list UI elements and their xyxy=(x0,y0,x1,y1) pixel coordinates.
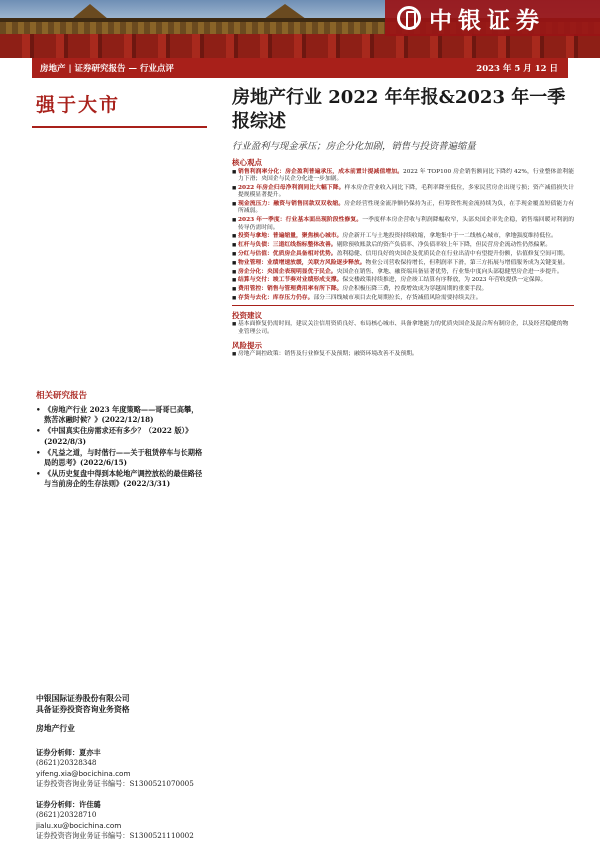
point-lead: 销售利润率分化：房企盈利普遍承压，成本前置计提减值增加。 xyxy=(238,169,404,175)
related-reports-title: 相关研究报告 xyxy=(36,391,88,401)
analyst-card xyxy=(36,748,204,790)
point-text: 样本房企营业收入同比下降，毛利率降至低位，多家民营房企出现亏损；资产减值损失计提规模显著提升。 xyxy=(238,185,574,199)
core-point xyxy=(232,242,574,249)
analyst-email[interactable]: yifeng.xia@bocichina.com xyxy=(36,768,131,778)
point-lead: 2022 年房企归母净利润同比大幅下降。 xyxy=(238,185,345,192)
related-report-item[interactable]: • 《凡益之道，与时偕行——关于租赁停车与长期格局的思考》(2022/6/15) xyxy=(36,448,204,468)
analyst-name: 证券分析师：夏亦丰 xyxy=(36,748,101,757)
core-point xyxy=(232,233,574,240)
point-text: 剔除预收账款后的资产负债率、净负债率较上年下降，但民营房企流动性仍然偏紧。 xyxy=(336,242,552,249)
point-lead: 物业管理：业绩增速放缓，关联方风险逐步释放。 xyxy=(238,259,366,266)
point-lead: 杠杆与负债：三道红线指标整体改善。 xyxy=(238,242,337,249)
report-strip xyxy=(32,58,568,78)
point-lead: 存货与去化：库存压力仍存。 xyxy=(238,294,314,301)
report-subtitle: 行业盈利与现金承压；房企分化加剧，销售与投资普遍缩量 xyxy=(232,141,476,152)
related-report-item[interactable]: • 《从历史复盘中得到本轮地产调控放松的最佳路径与当前房企的生存法则》(2022/3/31) xyxy=(36,469,204,489)
point-lead: 投资与拿地：普遍缩量，聚焦核心城市。 xyxy=(238,233,343,240)
point-text: 一季度样本房企营收与利润降幅收窄，头部央国企率先企稳，销售端回暖对利润的传导仍需时间。 xyxy=(238,217,574,231)
wall-decoration xyxy=(0,34,600,58)
org-info xyxy=(36,693,204,734)
point-text: 2022 年 TOP100 房企销售额同比下降约 42%，行业整体盈利能力下滑；央国企与民企分化进一步加剧。 xyxy=(238,169,574,183)
analyst-email[interactable]: jialu.xu@bocichina.com xyxy=(36,820,122,830)
analyst-name: 证券分析师：许佳璐 xyxy=(36,800,101,809)
point-lead: 2023 年一季度：行业基本面出现阶段性修复。 xyxy=(238,217,363,224)
point-text: 物业公司营收保持增长，但利润率下滑，第三方拓展与增值服务成为关键变量。 xyxy=(365,259,569,266)
point-text: 房企经营性现金流净额仍保持为正，但筹资性现金流持续为负，在手现金覆盖短债能力有所减弱。 xyxy=(238,201,574,215)
analyst-card xyxy=(36,800,204,842)
point-text: 盈利稳健、信用良好的央国企及优质民企在行业出清中有望提升份额，估值修复空间可期。 xyxy=(336,250,569,257)
core-point xyxy=(232,169,574,184)
report-date: 2023 年 5 月 12 日 xyxy=(476,64,558,74)
org-name: 中银国际证券股份有限公司 xyxy=(36,694,130,703)
related-report-item[interactable]: • 《中国真实住房需求还有多少？（2022 版）》(2022/8/3) xyxy=(36,426,204,446)
point-lead: 分红与估值：优质房企具备相对优势。 xyxy=(238,250,337,257)
rating: 强于大市 xyxy=(36,94,121,116)
point-text: 央国企在销售、拿地、融资端具备显著优势，行业集中度向头部稳健型房企进一步提升。 xyxy=(336,268,563,275)
core-label: 核心观点 xyxy=(232,158,262,167)
core-point xyxy=(232,251,574,258)
invest-label: 投资建议 xyxy=(232,311,262,321)
point-text: 房企新开工与土地投资持续收缩，拿地集中于一二线核心城市，拿地强度维持低位。 xyxy=(342,233,557,240)
main-content xyxy=(232,80,574,800)
core-point xyxy=(232,286,574,293)
risk-text: ■ 房地产调控政策：销售及行业修复不及预期；融资环境改善不及预期。 xyxy=(232,351,574,359)
point-lead: 现金流压力：融资与销售回款双双收缩。 xyxy=(238,201,345,208)
breadcrumb: 房地产 | 证券研究报告 — 行业点评 xyxy=(40,64,174,74)
logo-text: 中银证券 xyxy=(429,7,545,34)
core-point xyxy=(232,217,574,232)
analyst-cert: 证券投资咨询业务证书编号：S1300521110002 xyxy=(36,831,194,841)
core-point xyxy=(232,201,574,216)
core-point xyxy=(232,295,574,302)
analyst-phone: (8621)20328710 xyxy=(36,810,97,820)
org-qualification: 具备证券投资咨询业务资格 xyxy=(36,705,130,714)
point-text: 房企积极压降三费，控费增效成为穿越周期的重要手段。 xyxy=(342,286,488,293)
related-reports-list xyxy=(36,405,204,491)
divider xyxy=(32,126,207,128)
point-lead: 房企分化：央国企表现明显优于民企。 xyxy=(238,268,337,275)
bank-logo-icon xyxy=(397,6,421,30)
core-point xyxy=(232,185,574,200)
related-report-item[interactable]: • 《房地产行业 2023 年度策略——哥哥已高攀，熬苦冰融时候？》(2022/12/18) xyxy=(36,405,204,425)
core-point xyxy=(232,277,574,284)
core-points xyxy=(232,169,574,302)
header-banner xyxy=(0,0,600,58)
risk-label: 风险提示 xyxy=(232,341,262,351)
invest-text: ■ 基本面修复仍需时间，建议关注信用资质良好、布局核心城市、具备拿地能力的优质央国企及混合所有制房企，以及经营稳健的物业管理公司。 xyxy=(232,321,574,336)
point-text: 部分三四线城市项目去化周期拉长，存货减值风险需要持续关注。 xyxy=(313,294,482,301)
divider xyxy=(232,305,574,306)
point-text: 保交楼政策持续推进，房企竣工结算有序释放，为 2023 年营收提供一定保障。 xyxy=(342,277,547,284)
left-sidebar xyxy=(32,80,207,841)
point-lead: 费用管控：销售与管理费用率有所下降。 xyxy=(238,286,343,293)
core-point xyxy=(232,260,574,267)
org-sector: 房地产行业 xyxy=(36,724,75,733)
core-point xyxy=(232,269,574,276)
report-title: 房地产行业 2022 年年报&2023 年一季报综述 xyxy=(232,87,566,132)
analyst-cert: 证券投资咨询业务证书编号：S1300521070005 xyxy=(36,779,194,789)
point-lead: 结算与交付：竣工节奏对业绩形成支撑。 xyxy=(238,277,343,284)
analyst-phone: (8621)20328348 xyxy=(36,758,97,768)
brand-logo xyxy=(385,0,600,36)
